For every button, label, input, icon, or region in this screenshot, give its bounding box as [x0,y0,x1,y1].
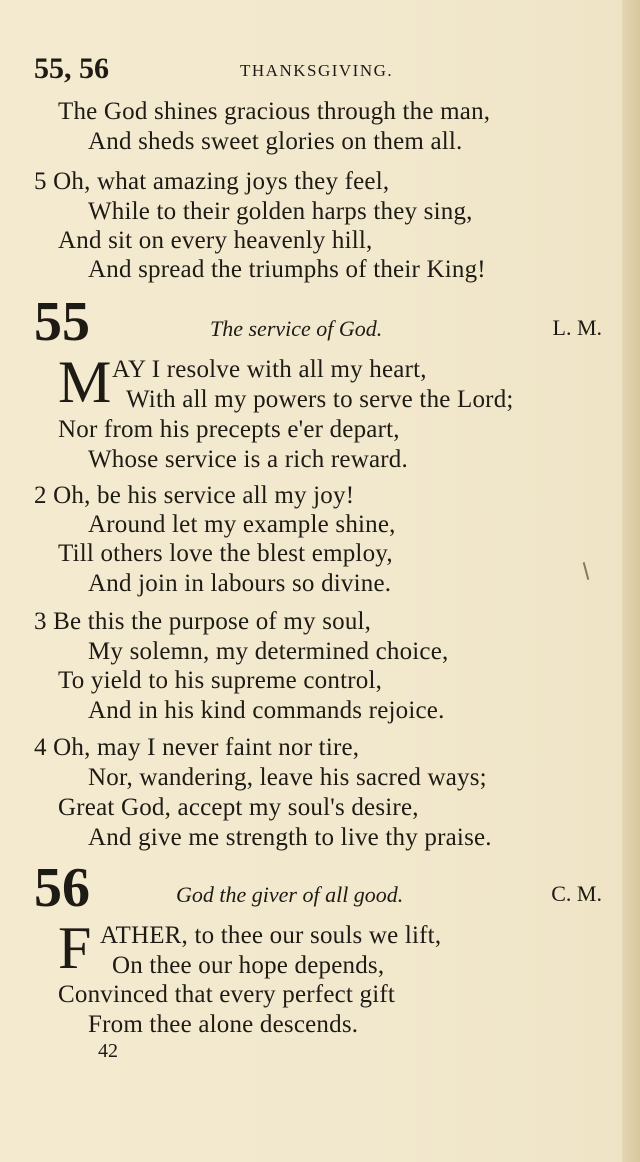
verse-line: Convinced that every perfect gift [58,981,396,1008]
verse-line: My solemn, my determined choice, [88,638,449,665]
verse-line: On thee our hope depends, [112,952,385,979]
verse-line: From thee alone descends. [88,1011,359,1038]
page-header [34,52,594,86]
hymn-title: The service of God. [210,316,383,341]
verse-line: 5 Oh, what amazing joys they feel, [34,168,390,195]
verse-line: And sit on every heavenly hill, [58,227,373,254]
verse-line: And in his kind commands rejoice. [88,697,445,724]
hymn-number: 56 [34,857,90,919]
verse-line: 4 Oh, may I never faint nor tire, [34,734,360,761]
hymn-56-heading [34,857,614,919]
verse-line: Whose service is a rich reward. [88,446,408,473]
hymn-title: God the giver of all good. [176,882,404,907]
verse-line: AY I resolve with all my heart, [112,356,427,383]
hymn-55-heading [34,291,614,353]
hymn-numbers: 55, 56 [34,52,109,85]
hymn-number: 55 [34,291,90,353]
drop-cap: M [58,349,112,415]
verse-line: With all my powers to serve the Lord; [126,386,514,413]
running-title: THANKSGIVING. [240,61,394,80]
verse-line: And sheds sweet glories on them all. [88,128,463,155]
verse-line: And join in labours so divine. [88,570,392,597]
hymn-meter: C. M. [551,881,602,906]
verse-line: While to their golden harps they sing, [88,198,473,225]
verse-line: The God shines gracious through the man, [58,98,491,125]
verse-line: Around let my example shine, [88,511,396,538]
verse-line: Nor from his precepts e'er depart, [58,416,400,443]
verse-line: And give me strength to live thy praise. [88,824,492,851]
verse-line: Great God, accept my soul's desire, [58,794,419,821]
page-edge [622,0,640,1162]
verse-line: To yield to his supreme control, [58,667,383,694]
hymn-meter: L. M. [552,315,602,340]
drop-cap: F [58,915,92,981]
verse-line: Till others love the blest employ, [58,540,393,567]
verse-line: And spread the triumphs of their King! [88,256,486,283]
verse-line: ATHER, to thee our souls we lift, [100,922,442,949]
verse-line: 2 Oh, be his service all my joy! [34,482,355,509]
page-number: 42 [98,1040,118,1062]
verse-line: Nor, wandering, leave his sacred ways; [88,764,487,791]
verse-line: 3 Be this the purpose of my soul, [34,608,372,635]
